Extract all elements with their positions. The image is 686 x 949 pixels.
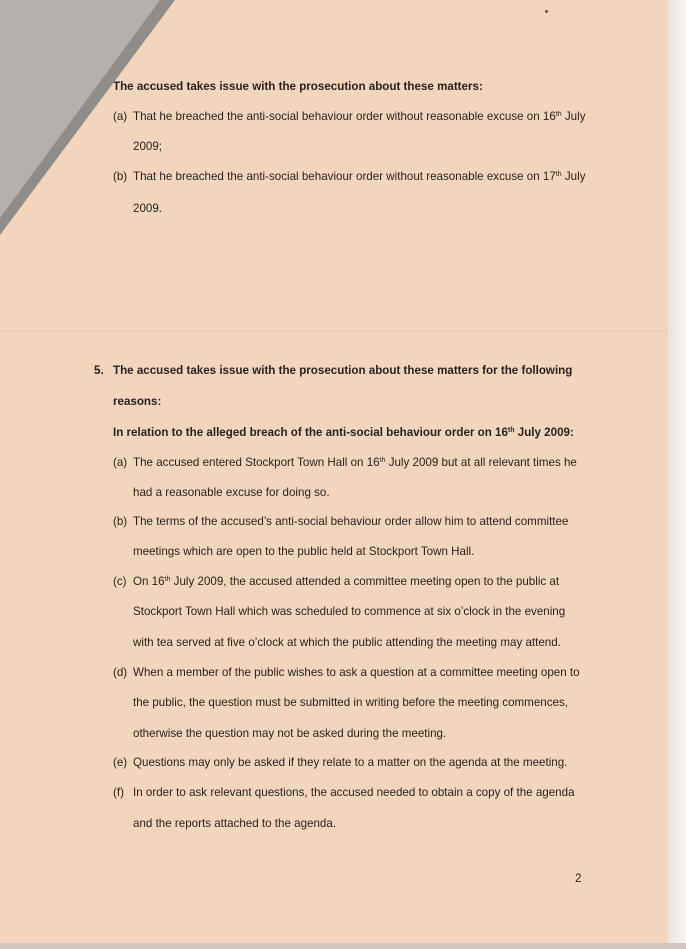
item-b-label: (b) — [113, 515, 128, 528]
item-d-line3: otherwise the question may not be asked during the meeting. — [133, 727, 447, 740]
scan-right-edge — [668, 0, 686, 949]
item-b-line2: meetings which are open to the public held at Stockport Town Hall. — [133, 545, 475, 558]
item-a-line1: The accused entered Stockport Town Hall on 16th July 2009 but at all relevant times he — [133, 456, 577, 469]
section-5-subheading: In relation to the alleged breach of the anti-social behaviour order on 16th July 2009: — [113, 426, 574, 439]
section-5-heading-line2: reasons: — [113, 395, 162, 408]
item-d-label: (d) — [113, 666, 128, 679]
section-5-number: 5. — [94, 364, 104, 377]
item-c-line2: Stockport Town Hall which was scheduled to commence at six o’clock in the evening — [133, 605, 566, 618]
paper-fold-line — [0, 330, 668, 332]
folded-corner — [0, 0, 163, 218]
item-c-line3: with tea served at five o’clock at which the public attending the meeting may attend. — [133, 636, 561, 649]
intro-item-b-cont: 2009. — [133, 202, 163, 215]
intro-heading: The accused takes issue with the prosecution about these matters: — [113, 80, 483, 93]
intro-item-a-text: That he breached the anti-social behaviour order without reasonable excuse on 16th July — [133, 110, 586, 123]
item-e-label: (e) — [113, 756, 128, 769]
item-c-label: (c) — [113, 575, 127, 588]
item-a-label: (a) — [113, 456, 128, 469]
item-d-line1: When a member of the public wishes to ask a question at a committee meeting open to — [133, 666, 580, 679]
intro-item-a-cont: 2009; — [133, 140, 163, 153]
item-f-line2: and the reports attached to the agenda. — [133, 817, 337, 830]
item-d-line2: the public, the question must be submitted in writing before the meeting commences, — [133, 696, 568, 709]
item-f-label: (f) — [113, 786, 124, 799]
paper-speck — [545, 10, 548, 13]
item-b-line1: The terms of the accused’s anti-social behaviour order allow him to attend committee — [133, 515, 569, 528]
item-e-line1: Questions may only be asked if they relate to a matter on the agenda at the meeting. — [133, 756, 568, 769]
item-a-line2: had a reasonable excuse for doing so. — [133, 486, 330, 499]
intro-item-b-label: (b) — [113, 170, 128, 183]
section-5-heading-line1: The accused takes issue with the prosecution about these matters for the following — [113, 364, 573, 377]
page-number: 2 — [575, 872, 582, 885]
item-c-line1: On 16th July 2009, the accused attended a committee meeting open to the public at — [133, 575, 560, 588]
item-f-line1: In order to ask relevant questions, the accused needed to obtain a copy of the agenda — [133, 786, 575, 799]
intro-item-b-text: That he breached the anti-social behaviour order without reasonable excuse on 17th July — [133, 170, 586, 183]
scan-bottom-edge — [0, 943, 686, 949]
intro-item-a-label: (a) — [113, 110, 128, 123]
